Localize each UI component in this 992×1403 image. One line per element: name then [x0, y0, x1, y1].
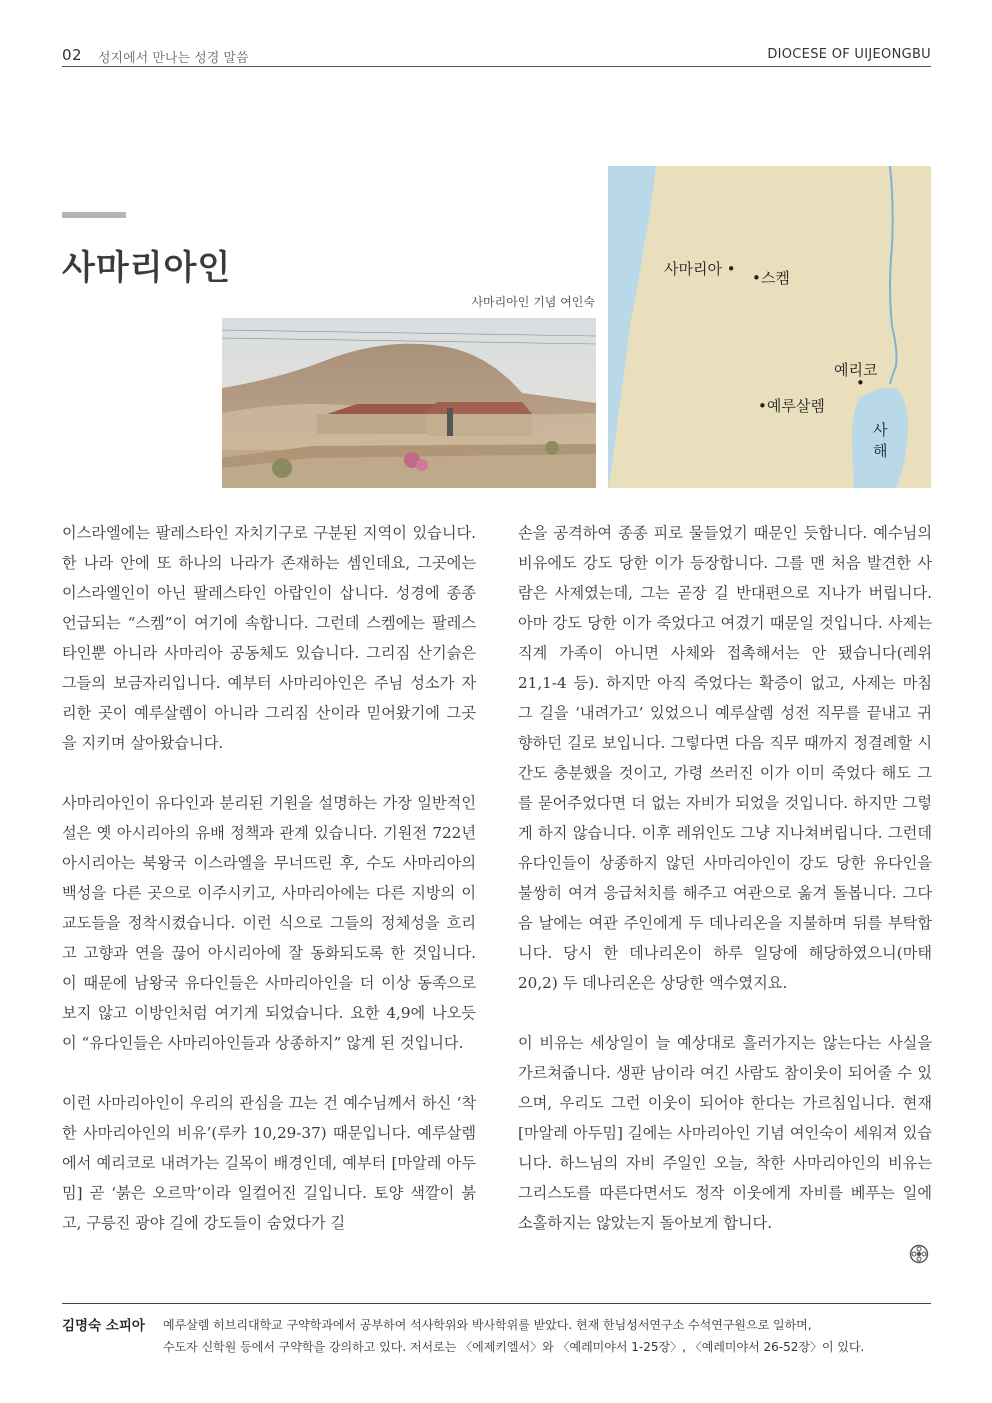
article-title: 사마리아인: [62, 248, 232, 288]
title-accent-bar: [62, 212, 126, 218]
body-paragraph: 손을 공격하여 종종 피로 물들었기 때문인 듯합니다. 예수님의 비유에도 강도 당한 이가 등장합니다. 그를 맨 처음 발견한 사람은 사제였는데, 그는 곧장 길 반대편으로 지나가 버립니다. 아마 강도 당한 이가 죽었다고 여겼기 때문일 것입니다. 사제는 직계 가족이 아니면 사체와 접촉해서는 안 됐습니다(레위 21,1-4 등). 하지만 아직 죽었다는 확증이 없고, 사제는 마침 그 길을 ‘내려가고’ 있었으니 예루살렘 성전 직무를 끝내고 귀향하던 길로 보입니다. 그렇다면 다음 직무 때까지 정결례할 시간도 충분했을 것이고, 가령 쓰러진 이가 이미 죽었다 해도 그를 묻어주었다면 더 없는 자비가 되었을 것입니다. 하지만 그렇게 하지 않습니다. 이후 레위인도 그냥 지나쳐버립니다. 그런데 유다인들이 상종하지 않던 사마리아인이 강도 당한 유다인을 불쌍히 여겨 응급처치를 해주고 여관으로 옮겨 돌봅니다. 그다음 날에는 여관 주인에게 두 데나리온을 지불하며 뒤를 부탁합니다. 당시 한 데나리온이 하루 일당에 해당하였으니(마태 20,2) 두 데나리온은 상당한 액수였지요.: [518, 524, 932, 992]
running-title: 성지에서 만나는 성경 말씀: [98, 51, 249, 66]
bio-line: 예루살렘 히브리대학교 구약학과에서 공부하여 석사학위와 박사학위를 받았다. 현재 한님성서연구소 수석연구원으로 일하며,: [163, 1318, 812, 1332]
photo-caption: 사마리아인 기념 여인숙: [471, 295, 595, 309]
map-label-dead-sea-2: 해: [873, 442, 888, 460]
body-paragraph: 이 비유는 세상일이 늘 예상대로 흘러가지는 않는다는 사실을 가르쳐줍니다. 생판 남이라 여긴 사람도 참이웃이 되어줄 수 있으며, 우리도 그런 이웃이 되어야 한다는 가르침입니다. 현재 [마알레 아두밈] 길에는 사마리아인 기념 여인숙이 세워져 있습니다. 하느님의 자비 주일인 오늘, 착한 사마리아인의 비유는 그리스도를 따른다면서도 정작 이웃에게 자비를 베푸는 일에 소홀하지는 않았는지 돌아보게 합니다.: [518, 1034, 932, 1232]
footer-divider: [62, 1303, 931, 1304]
map-label-dead-sea-1: 사: [873, 421, 888, 439]
inn-photo: [222, 318, 596, 488]
author-bio: [163, 1314, 931, 1358]
body-column-left: [62, 518, 476, 1268]
page-number: 02: [62, 46, 83, 64]
author-name: 김명숙 소피아: [62, 1318, 145, 1334]
end-mark-icon: [909, 1244, 929, 1264]
map-dot-jericho: •: [856, 374, 865, 392]
page-header: [62, 44, 931, 67]
region-map: [608, 166, 931, 488]
body-paragraph: 사마리아인이 유다인과 분리된 기원을 설명하는 가장 일반적인 설은 옛 아시리아의 유배 정책과 관계 있습니다. 기원전 722년 아시리아는 북왕국 이스라엘을 무너뜨린 후, 수도 사마리아의 백성을 다른 곳으로 이주시키고, 사마리아에는 다른 지방의 이교도들을 정착시켰습니다. 이런 식으로 그들의 정체성을 흐리고 고향과 연을 끊어 아시리아에 잘 동화되도록 한 것입니다. 이 때문에 남왕국 유다인들은 사마리아인을 더 이상 동족으로 보지 않고 이방인처럼 여기게 되었습니다. 요한 4,9에 나오듯이 “유다인들은 사마리아인들과 상종하지” 않게 된 것입니다.: [62, 794, 476, 1052]
map-label-jericho: 예리코: [834, 361, 878, 379]
publisher-name: DIOCESE OF UIJEONGBU: [767, 47, 931, 62]
bio-line: 수도자 신학원 등에서 구약학을 강의하고 있다. 저서로는 〈에제키엘서〉와 〈예레미야서 1-25장〉, 〈예레미야서 26-52장〉이 있다.: [163, 1340, 865, 1354]
body-paragraph: 이스라엘에는 팔레스타인 자치기구로 구분된 지역이 있습니다. 한 나라 안에 또 하나의 나라가 존재하는 셈인데요, 그곳에는 이스라엘인이 아닌 팔레스타인 아랍인이 삽니다. 성경에 종종 언급되는 “스켐”이 여기에 속합니다. 그런데 스켐에는 팔레스타인뿐 아니라 사마리아 공동체도 있습니다. 그리짐 산기슭은 그들의 보금자리입니다. 예부터 사마리아인은 주님 성소가 자리한 곳이 예루살렘이 아니라 그리짐 산이라 믿어왔기에 그곳을 지키며 살아왔습니다.: [62, 524, 476, 752]
map-label-shechem: •스켐: [752, 269, 790, 287]
body-paragraph: 이런 사마리아인이 우리의 관심을 끄는 건 예수님께서 하신 ‘착한 사마리아인의 비유’(루카 10,29-37) 때문입니다. 예루살렘에서 예리코로 내려가는 길목이 배경인데, 예부터 [마알레 아두밈] 곧 ‘붉은 오르막’이라 일컬어진 길입니다. 토양 색깔이 붉고, 구릉진 광야 길에 강도들이 숨었다가 길: [62, 1094, 476, 1232]
map-label-jerusalem: •예루살렘: [758, 397, 825, 415]
body-column-right: [518, 518, 932, 1268]
map-label-samaria: 사마리아 •: [664, 260, 736, 278]
